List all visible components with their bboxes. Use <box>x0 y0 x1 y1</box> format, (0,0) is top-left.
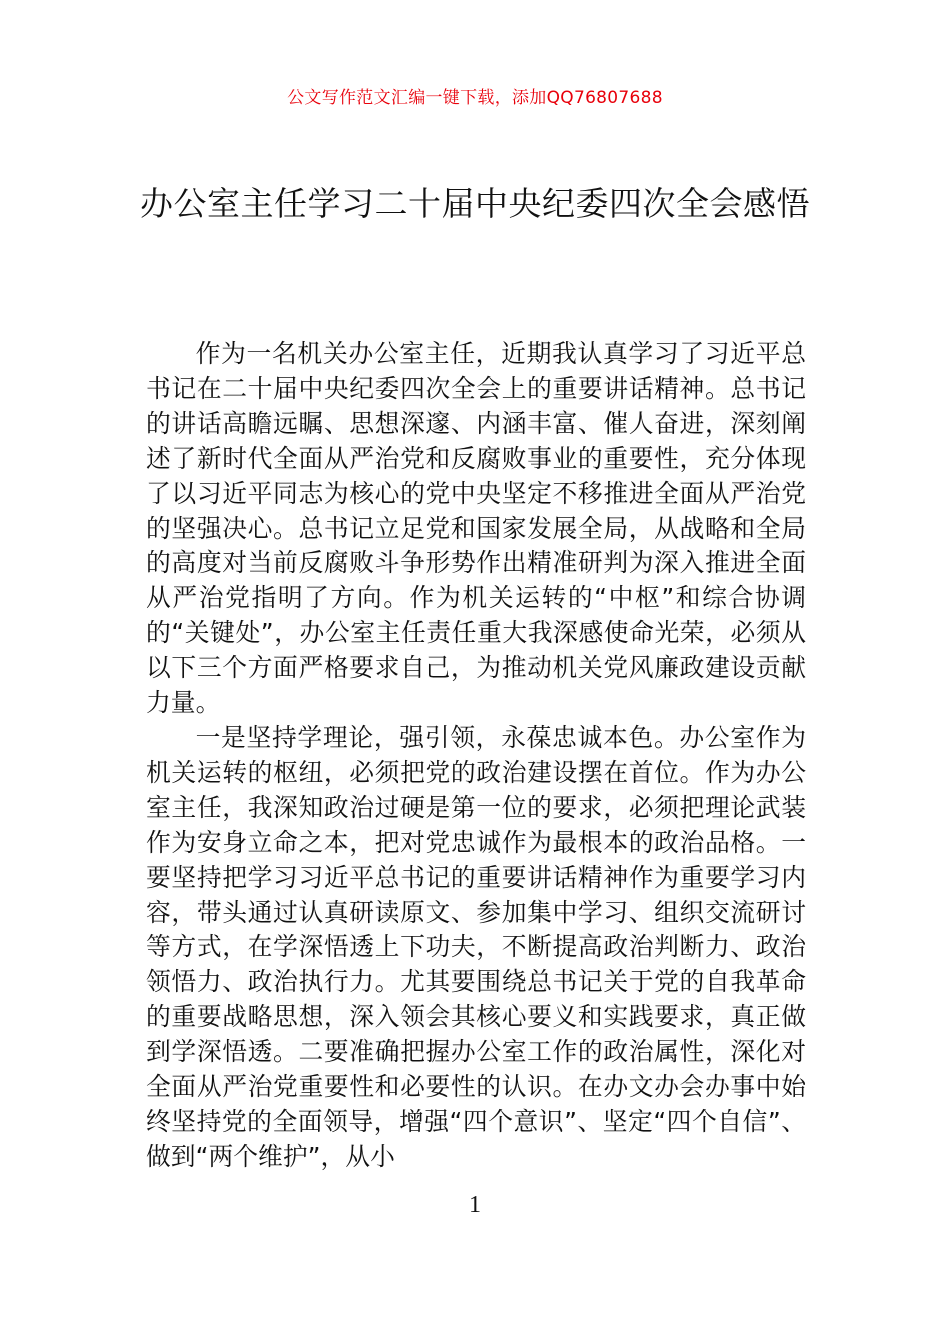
body-paragraph: 作为一名机关办公室主任，近期我认真学习了习近平总书记在二十届中央纪委四次全会上的重要讲话精神。总书记的讲话高瞻远瞩、思想深邃、内涵丰富、催人奋进，深刻阐述了新时代全面从严治党和反腐败事业的重要性，充分体现了以习近平同志为核心的党中央坚定不移推进全面从严治党的坚强决心。总书记立足党和国家发展全局，从战略和全局的高度对当前反腐败斗争形势作出精准研判为深入推进全面从严治党指明了方向。作为机关运转的“中枢”和综合协调的“关键处”，办公室主任责任重大我深感使命光荣，必须从以下三个方面严格要求自己，为推动机关党风廉政建设贡献力量。 <box>146 339 806 718</box>
body-paragraph: 一是坚持学理论，强引领，永葆忠诚本色。办公室作为机关运转的枢纽，必须把党的政治建设摆在首位。作为办公室主任，我深知政治过硬是第一位的要求，必须把理论武装作为安身立命之本，把对党忠诚作为最根本的政治品格。一要坚持把学习习近平总书记的重要讲话精神作为重要学习内容，带头通过认真研读原文、参加集中学习、组织交流研讨等方式，在学深悟透上下功夫，不断提高政治判断力、政治领悟力、政治执行力。尤其要围绕总书记关于党的自我革命的重要战略思想，深入领会其核心要义和实践要求，真正做到学深悟透。二要准确把握办公室工作的政治属性，深化对全面从严治党重要性和必要性的认识。在办文办会办事中始终坚持党的全面领导，增强“四个意识”、坚定“四个自信”、做到“两个维护”，从小 <box>146 722 806 1171</box>
document-body <box>146 337 806 1175</box>
document-title: 办公室主任学习二十届中央纪委四次全会感悟 <box>140 184 810 223</box>
watermark-header: 公文写作范文汇编一键下载，添加QQ76807688 <box>287 88 663 108</box>
page-number: 1 <box>469 1192 481 1218</box>
